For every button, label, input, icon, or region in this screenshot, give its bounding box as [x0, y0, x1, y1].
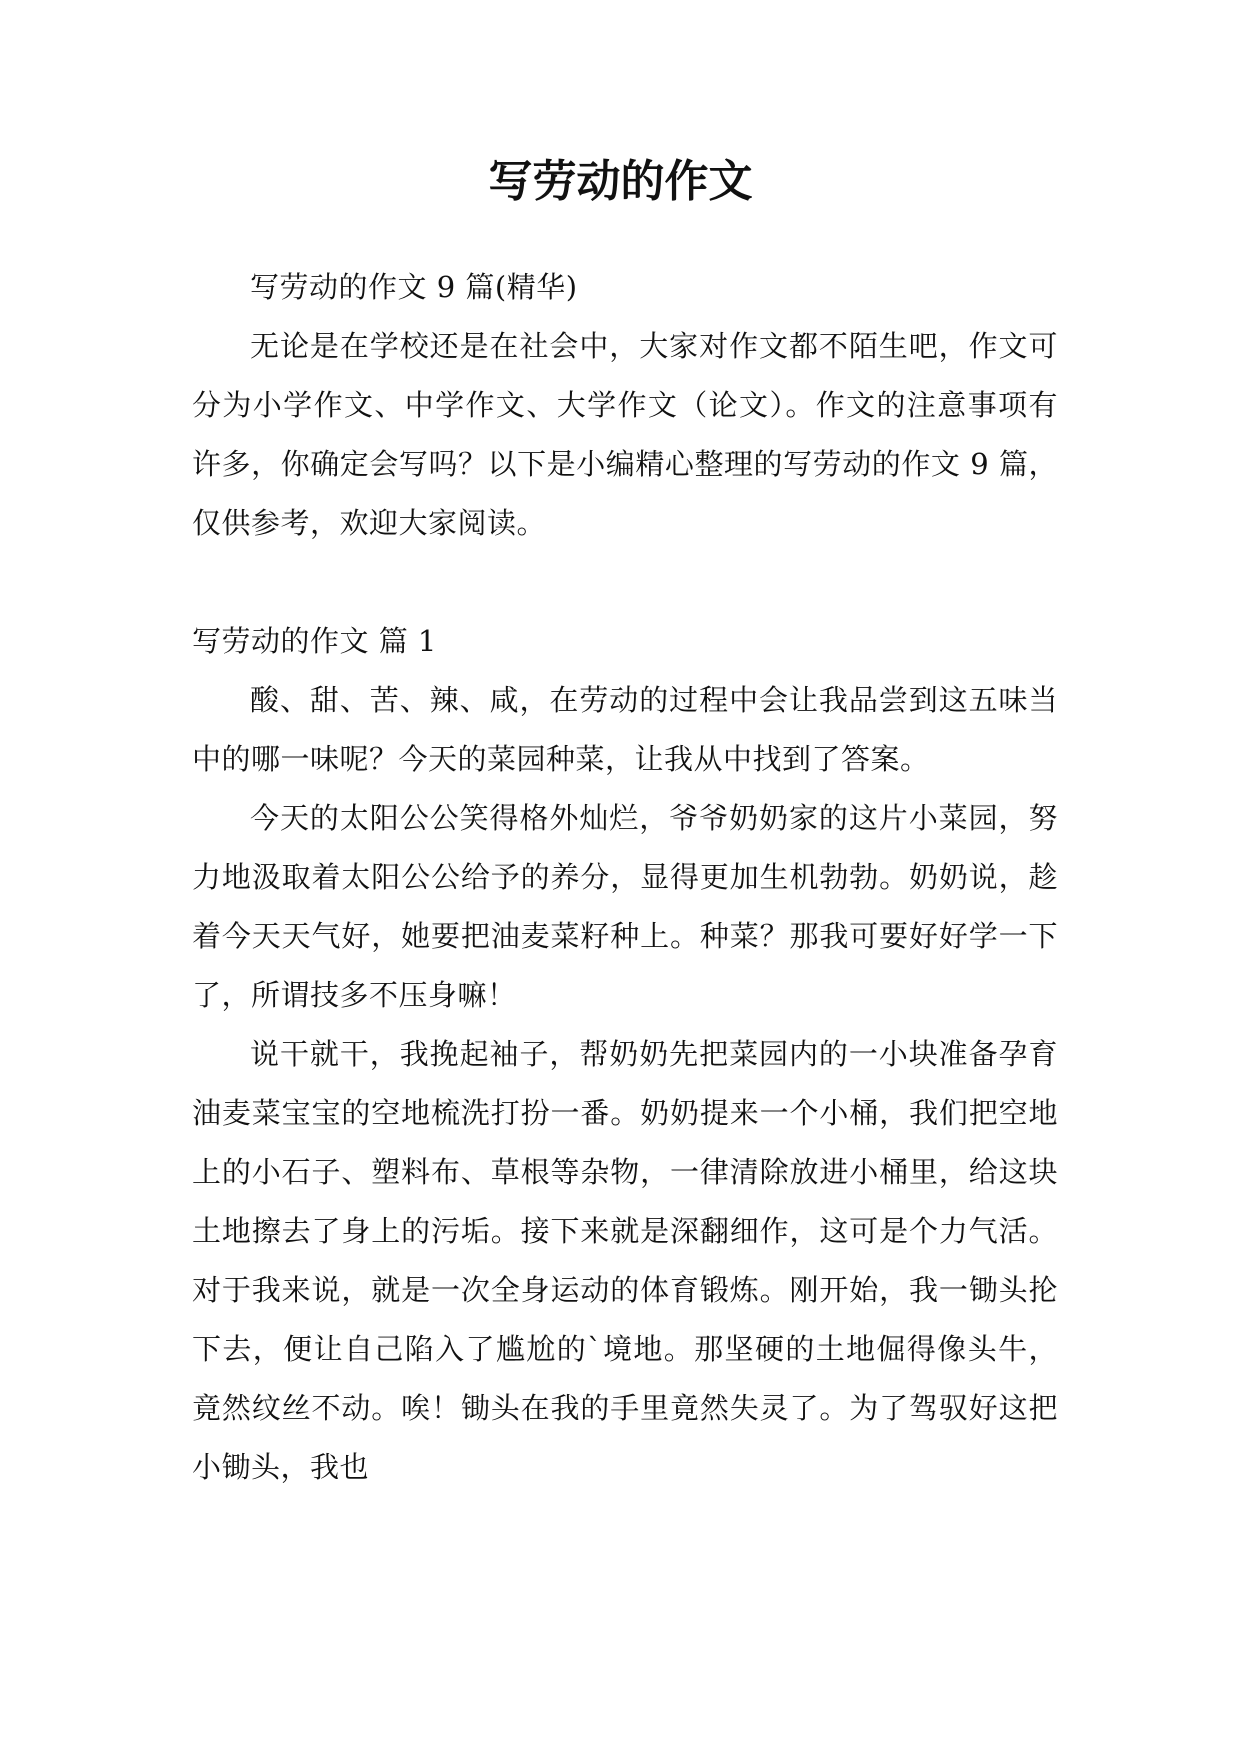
document-subtitle: 写劳动的作文 9 篇(精华)	[250, 270, 578, 304]
document-title: 写劳动的作文	[488, 156, 753, 207]
document-body	[192, 258, 1058, 1497]
section-paragraph: 今天的太阳公公笑得格外灿烂，爷爷奶奶家的这片小菜园，努力地汲取着太阳公公给予的养分，显得更加生机勃勃。奶奶说，趁着今天天气好，她要把油麦菜籽种上。种菜？那我可要好好学一下了，所谓技多不压身嘛！	[192, 801, 1058, 1012]
section-paragraph: 说干就干，我挽起袖子，帮奶奶先把菜园内的一小块准备孕育油麦菜宝宝的空地梳洗打扮一番。奶奶提来一个小桶，我们把空地上的小石子、塑料布、草根等杂物，一律清除放进小桶里，给这块土地擦去了身上的污垢。接下来就是深翻细作，这可是个力气活。对于我来说，就是一次全身运动的体育锻炼。刚开始，我一锄头抡下去，便让自己陷入了尴尬的`境地。那坚硬的土地倔得像头牛，竟然纹丝不动。唉！锄头在我的手里竟然失灵了。为了驾驭好这把小锄头，我也	[192, 1037, 1058, 1484]
section-heading: 写劳动的作文 篇 1	[192, 624, 437, 658]
intro-paragraph: 无论是在学校还是在社会中，大家对作文都不陌生吧，作文可分为小学作文、中学作文、大学作文（论文）。作文的注意事项有许多，你确定会写吗？以下是小编精心整理的写劳动的作文 9 篇，仅供参考，欢迎大家阅读。	[192, 329, 1058, 540]
section-paragraph: 酸、甜、苦、辣、咸，在劳动的过程中会让我品尝到这五味当中的哪一味呢？今天的菜园种菜，让我从中找到了答案。	[192, 683, 1058, 776]
